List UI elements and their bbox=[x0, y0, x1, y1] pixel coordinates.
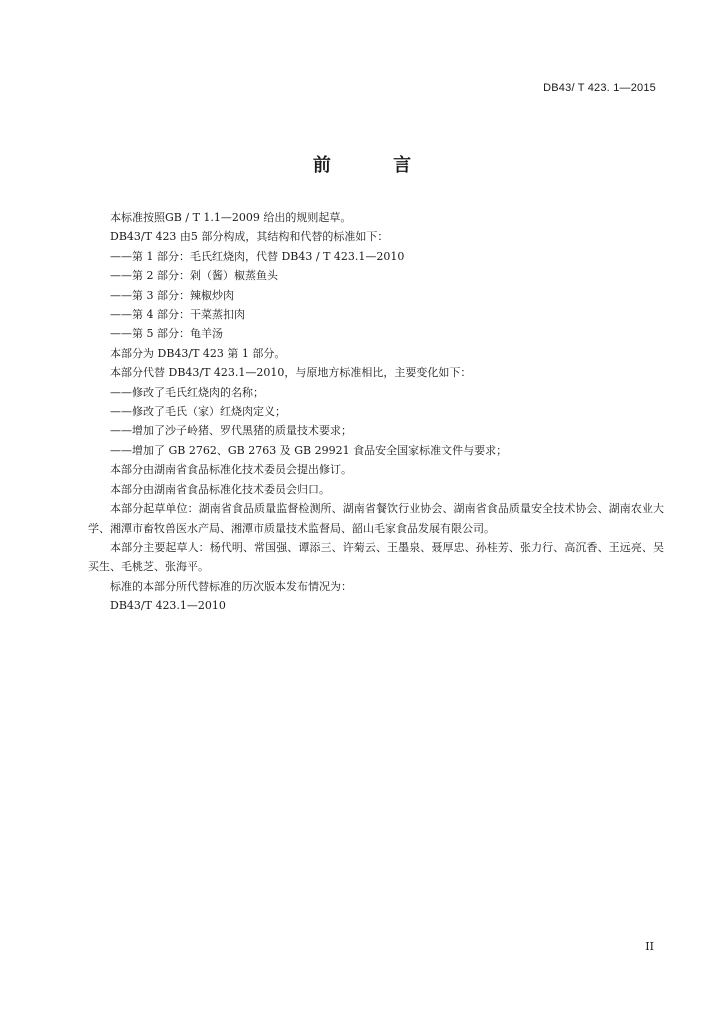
paragraph: 本部分由湖南省食品标准化技术委员会归口。 bbox=[110, 482, 330, 496]
paragraph: 本部分由湖南省食品标准化技术委员会提出修订。 bbox=[110, 463, 352, 477]
paragraph: 本部分主要起草人：杨代明、常国强、谭添三、许菊云、王墨泉、聂厚忠、孙桂芳、张力行、高沉香、王远亮、吴买生、毛桃芝、张海平。 bbox=[88, 540, 664, 574]
paragraph: 本部分起草单位：湖南省食品质量监督检测所、湖南省餐饮行业协会、湖南省食品质量安全技术协会、湖南农业大学、湘潭市畜牧兽医水产局、湘潭市质量技术监督局、韶山毛家食品发展有限公司。 bbox=[88, 502, 664, 535]
page-title: 前 言 bbox=[312, 155, 440, 176]
paragraph: 本部分代替 DB43/T 423.1—2010，与原地方标准相比，主要变化如下： bbox=[110, 366, 472, 380]
list-item: ——修改了毛氏红烧肉的名称； bbox=[110, 385, 264, 399]
list-item: ——第 2 部分：剁（酱）椒蒸鱼头 bbox=[110, 269, 278, 283]
document-code: DB43/ T 423. 1—2015 bbox=[543, 82, 656, 94]
list-item: ——第 1 部分：毛氏红烧肉，代替 DB43 / T 423.1—2010 bbox=[110, 249, 405, 263]
foreword-body bbox=[88, 208, 664, 616]
list-item: ——增加了沙子岭猪、罗代黑猪的质量技术要求； bbox=[110, 424, 352, 438]
list-item: ——增加了 GB 2762、GB 2763 及 GB 29921 食品安全国家标准文件与要求； bbox=[110, 443, 508, 457]
list-item: ——第 3 部分：辣椒炒肉 bbox=[110, 288, 234, 302]
page-number: II bbox=[645, 940, 654, 953]
list-item: ——第 4 部分：干菜蒸扣肉 bbox=[110, 308, 245, 322]
list-item: ——第 5 部分：龟羊汤 bbox=[110, 327, 223, 341]
paragraph: 本部分为 DB43/T 423 第 1 部分。 bbox=[110, 346, 286, 360]
paragraph: DB43/T 423.1—2010 bbox=[110, 599, 226, 613]
list-item: ——修改了毛氏（家）红烧肉定义； bbox=[110, 405, 286, 419]
paragraph: 本标准按照GB / T 1.1—2009 给出的规则起草。 bbox=[110, 211, 352, 224]
paragraph: 标准的本部分所代替标准的历次版本发布情况为： bbox=[110, 579, 352, 593]
paragraph: DB43/T 423 由5 部分构成，其结构和代替的标准如下： bbox=[110, 230, 389, 244]
